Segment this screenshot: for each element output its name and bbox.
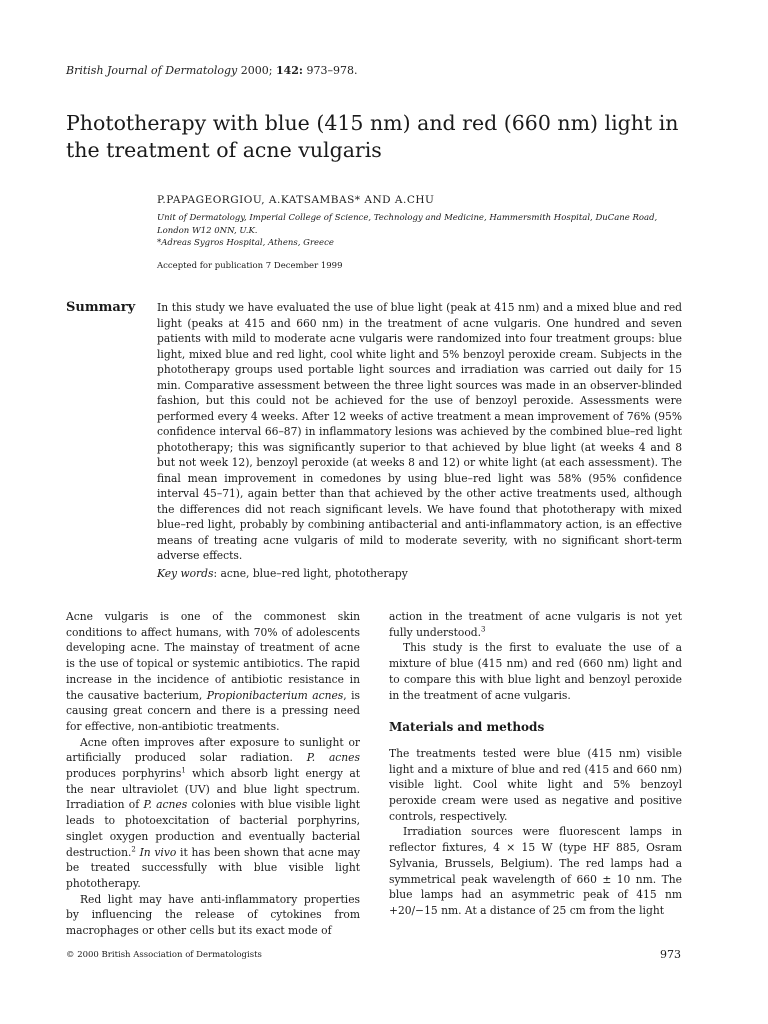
keywords [157, 567, 408, 580]
intro-paragraph-3: Red light may have anti-inflammatory properties by influencing the release of cytokines from macrophages or other cells but its exact mode of [66, 892, 360, 938]
text-run: colonies with blue visible light leads to photoexcitation of bacterial porphyrins, singlet oxygen production and eventually bacterial destruction. [66, 798, 360, 859]
copyright-notice: © 2000 British Association of Dermatologists [66, 950, 262, 960]
species-name: P. acnes [306, 751, 360, 765]
summary-heading: Summary [66, 300, 136, 315]
text-run: Acne vulgaris is one of the commonest skin conditions to affect humans, with 70% of adolescents developing acne. The mainstay of treatment of acne is the use of topical or systemic antibiotics. The rapid increase in the incidence of antibiotic resistance in the causative bacterium, [66, 610, 360, 702]
section-heading-methods: Materials and methods [389, 720, 545, 735]
species-name: Propionibacterium acnes [206, 688, 344, 702]
body-column-left [66, 609, 360, 939]
reference-marker: 2 [131, 844, 136, 853]
latin-term: In vivo [139, 845, 177, 859]
affiliation-line-1: Unit of Dermatology, Imperial College of Science, Technology and Medicine, Hammersmith Hospital, DuCane Road, [157, 213, 658, 223]
body-column-right [389, 609, 682, 919]
text-run: Acne often improves after exposure to sunlight or artificially produced solar radiation. [66, 735, 360, 765]
affiliation [157, 212, 717, 250]
species-name: P. acnes [143, 798, 188, 812]
intro-paragraph-3-continued [389, 609, 682, 640]
summary-text: In this study we have evaluated the use of blue light (peak at 415 nm) and a mixed blue and red light (peaks at 415 and 660 nm) in the treatment of acne vulgaris. One hundred and seven patients with mild to moderate acne vulgaris were randomized into four treatment groups: blue light, mixed blue and red light, cool white light and 5% benzoyl peroxide cream. Subjects in the phototherapy groups used portable light sources and irradiation was carried out daily for 15 min. Comparative assessment between the three light sources was made in an observer-blinded fashion, but this could not be achieved for the use of benzoyl peroxide. Assessments were performed every 4 weeks. After 12 weeks of active treatment a mean improvement of 76% (95% confidence interval 66–87) in inflammatory lesions was achieved by the combined blue–red light phototherapy; this was significantly superior to that achieved by blue light (at weeks 4 and 8 but not week 12), benzoyl peroxide (at weeks 8 and 12) or white light (at each assessment). The final mean improvement in comedones by using blue–red light was 58% (95% confidence interval 45–71), again better than that achieved by the other active treatments used, although the differences did not reach significant levels. We have found that phototherapy with mixed blue–red light, probably by combining antibacterial and anti-inflammatory action, is an effective means of treating acne vulgaris of mild to moderate severity, with no significant short-term adverse effects. [157, 301, 682, 562]
text-run: produces porphyrins [66, 767, 182, 781]
text-run: action in the treatment of acne vulgaris is not yet fully understood. [389, 610, 682, 639]
affiliation-line-3: *Adreas Sygros Hospital, Athens, Greece [157, 238, 334, 248]
accepted-date: Accepted for publication 7 December 1999 [157, 261, 343, 271]
journal-volume: 142: [275, 64, 303, 77]
article-title: Phototherapy with blue (415 nm) and red (660 nm) light in the treatment of acne vulgaris [66, 111, 679, 162]
methods-paragraph-1: The treatments tested were blue (415 nm) visible light and a mixture of blue and red (415 and 660 nm) visible light. Cool white light and 5% benzoyl peroxide cream were used as negative and positive controls, respectively. [389, 746, 682, 823]
keywords-label: Key words [157, 567, 214, 580]
intro-paragraph-4: This study is the first to evaluate the use of a mixture of blue (415 nm) and red (660 nm) light and to compare this with blue light and benzoyl peroxide in the treatment of acne vulgaris. [389, 641, 682, 702]
reference-marker: 1 [181, 766, 186, 775]
page-number: 973 [660, 948, 681, 961]
journal-citation [66, 64, 358, 77]
journal-pages: 973–978. [306, 64, 358, 77]
affiliation-line-2: London W12 0NN, U.K. [157, 225, 258, 236]
authors: P.PAPAGEORGIOU, A.KATSAMBAS* AND A.CHU [157, 194, 435, 206]
methods-paragraph-2: Irradiation sources were fluorescent lamps in reflector fixtures, 4 × 15 W (type HF 885, Osram Sylvania, Brussels, Belgium). The red lamps had a symmetrical peak wavelength of 660 ± 10 nm. The blue lamps had an asymmetric peak of 415 nm +20/−15 nm. At a distance of 25 cm from the light [389, 825, 682, 917]
intro-paragraph-2 [66, 735, 360, 892]
text-run: , is causing great concern and there is a pressing need for effective, non-antibiotic treatments. [66, 688, 360, 733]
reference-marker: 3 [481, 625, 486, 634]
text-run: it has been shown that acne may be treated successfully with blue visible light phototherapy. [66, 845, 360, 890]
intro-paragraph-1 [66, 609, 360, 735]
text-run: which absorb light energy at the near ultraviolet (UV) and blue light spectrum. Irradiation of [66, 767, 360, 812]
journal-year: 2000; [240, 64, 273, 77]
keywords-text: : acne, blue–red light, phototherapy [213, 567, 408, 580]
journal-name: British Journal of Dermatology [66, 64, 238, 77]
